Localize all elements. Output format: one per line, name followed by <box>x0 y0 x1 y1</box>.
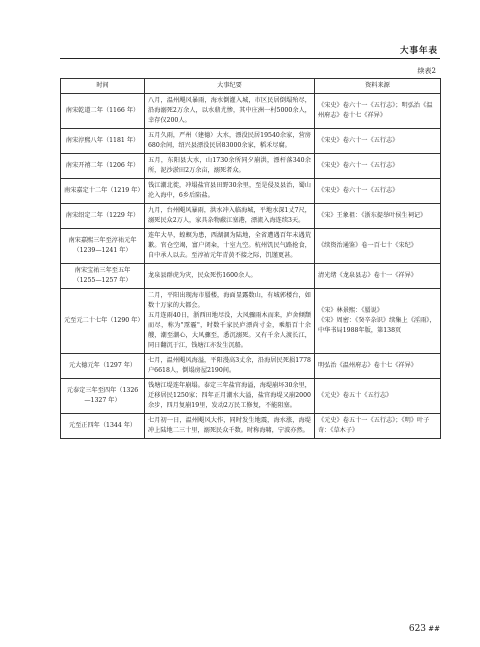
header-rule <box>60 58 440 59</box>
event-cell: 钱塘江堤连年崩塌。泰定三年盐官海溢，海堤崩坏30余里，迁移居民1250家；四年正月潮水大溢，盐官海堤又崩2000余步，四月复崩19里，发动2万民工修复，不能阻塞。 <box>145 379 315 414</box>
time-cell: 南宋嘉熙三年至淳祐元年（1239—1241 年） <box>61 229 145 264</box>
column-header-event: 大事纪要 <box>145 79 315 94</box>
table-row <box>61 204 441 229</box>
table-header-row <box>61 79 441 94</box>
event-cell: 龙泉县群虎为灾，民众死伤1600余人。 <box>145 264 315 289</box>
page-number: 623 <box>408 624 427 634</box>
source-cell: 《元史》卷五十《五行志》 <box>315 379 441 414</box>
table-row <box>61 354 441 379</box>
time-cell: 元泰定三年至四年（1326—1327 年） <box>61 379 145 414</box>
event-cell: 钱江潮北徙，冲塌盐官县田野30余里，至是侵及县治，蜀山沦入海中，6乡后陷盐。 <box>145 179 315 204</box>
event-cell: 连年大旱，蝗螟为患，西湖涸为陆地，全省遭遇百年未遇荒歉。官仓空竭，富户闭籴，十室九空。杭州饥民气路抢食，自中承人以去。至淳祐元年青黄不接之际，饥馑更甚。 <box>145 229 315 264</box>
section-title: 大事年表 <box>399 46 438 56</box>
column-header-source: 资料来源 <box>315 79 441 94</box>
table-row <box>61 94 441 129</box>
source-cell: 《宋》林景熙：《蜃说》 《宋》周密：《癸辛杂识》续集上《淫雨》，中华书局1988年版，第138页 <box>315 289 441 354</box>
table-row <box>61 414 441 439</box>
event-cell: 七月，温州飓风海溢，平阳漫高3丈余，沿海居民死损1778户6618人，倒塌房屋2190间。 <box>145 354 315 379</box>
event-cell: 七月初一日，温州飓风大作，同时发生地震，海水涨，海堤冲上陆地二三十里，溺死民众千数。时称海啸，宁波亦然。 <box>145 414 315 439</box>
time-cell: 元大德元年（1297 年） <box>61 354 145 379</box>
time-cell: 南宋开禧二年（1206 年） <box>61 154 145 179</box>
table-row <box>61 289 441 354</box>
column-header-time: 时间 <box>61 79 145 94</box>
page-footer <box>409 624 440 634</box>
table-row <box>61 154 441 179</box>
source-cell: 《宋史》卷六十一《五行志》；明弘治《温州府志》卷十七《祥异》 <box>315 94 441 129</box>
source-cell: 明弘治《温州府志》卷十七《祥异》 <box>315 354 441 379</box>
event-cell: 五月久雨，严州（建德）大水，漂没民居19540余家，营房680余间，绍兴县漂没民居83000余家，稻禾尽腐。 <box>145 129 315 154</box>
source-cell: 《宋史》卷六十一《五行志》 <box>315 179 441 204</box>
time-cell: 元至元二十七年（1290 年） <box>61 289 145 354</box>
table-row <box>61 229 441 264</box>
continuation-label: 续表2 <box>417 67 436 75</box>
source-cell: 《宋史》卷六十一《五行志》 <box>315 154 441 179</box>
table-row <box>61 179 441 204</box>
table-row <box>61 379 441 414</box>
source-cell: 《宋史》卷六十一《五行志》 <box>315 129 441 154</box>
source-cell: 《元史》卷五十一《五行志》；《明》叶子奇：《草木子》 <box>315 414 441 439</box>
time-cell: 元至正四年（1344 年） <box>61 414 145 439</box>
page-number-suffix: ## <box>428 625 440 633</box>
source-cell: 《续资治通鉴》卷一百七十《宋纪》 <box>315 229 441 264</box>
time-cell: 南宋乾道二年（1166 年） <box>61 94 145 129</box>
event-cell: 八月，温州飓风暴雨，海水倒灌入城，市区民居倒塌殆尽，沿海溺死2万余人，以水鼎尤惨，其中庄洲一村5000余人，幸存仅200人。 <box>145 94 315 129</box>
event-cell: 五月，东阳县大水，山1730余所同夕崩洪，漂杆落340余所，泥沙淤田2万余亩，溺死者众。 <box>145 154 315 179</box>
chronology-table <box>60 78 441 439</box>
event-cell: 九月，台州飓风暴雨，洪水冲入临海城，平地水深1丈7尺，溺死民众2万人，家具杂物蔽江塞港，漂流入海连续3天。 <box>145 204 315 229</box>
event-cell: 二月，平阳出现海市蜃楼，海面显露数山，有城郭楼台，如数十万家的大都会。 五月连雨40日，浙西田地尽没，大风骤雨木而来，庐舍倾颓而尽，称为"霪霾"，时数千家民庐漂尚寸金，乘船百十余艘，潮至潮心，大风骤至，悉沉溺死。又有千余人渡长江，同日翻沉于江，钱塘江亦发生沉船。 <box>145 289 315 354</box>
time-cell: 南宋淳熙八年（1181 年） <box>61 129 145 154</box>
source-cell: 《宋》王象祖：《浙东提举叶侯生祠记》 <box>315 204 441 229</box>
table-row <box>61 129 441 154</box>
time-cell: 南宋宝祐三年至五年（1255—1257 年） <box>61 264 145 289</box>
source-cell: 清光绪《龙泉县志》卷十一《祥异》 <box>315 264 441 289</box>
time-cell: 南宋嘉定十二年（1219 年） <box>61 179 145 204</box>
time-cell: 南宋绍定二年（1229 年） <box>61 204 145 229</box>
table-row <box>61 264 441 289</box>
